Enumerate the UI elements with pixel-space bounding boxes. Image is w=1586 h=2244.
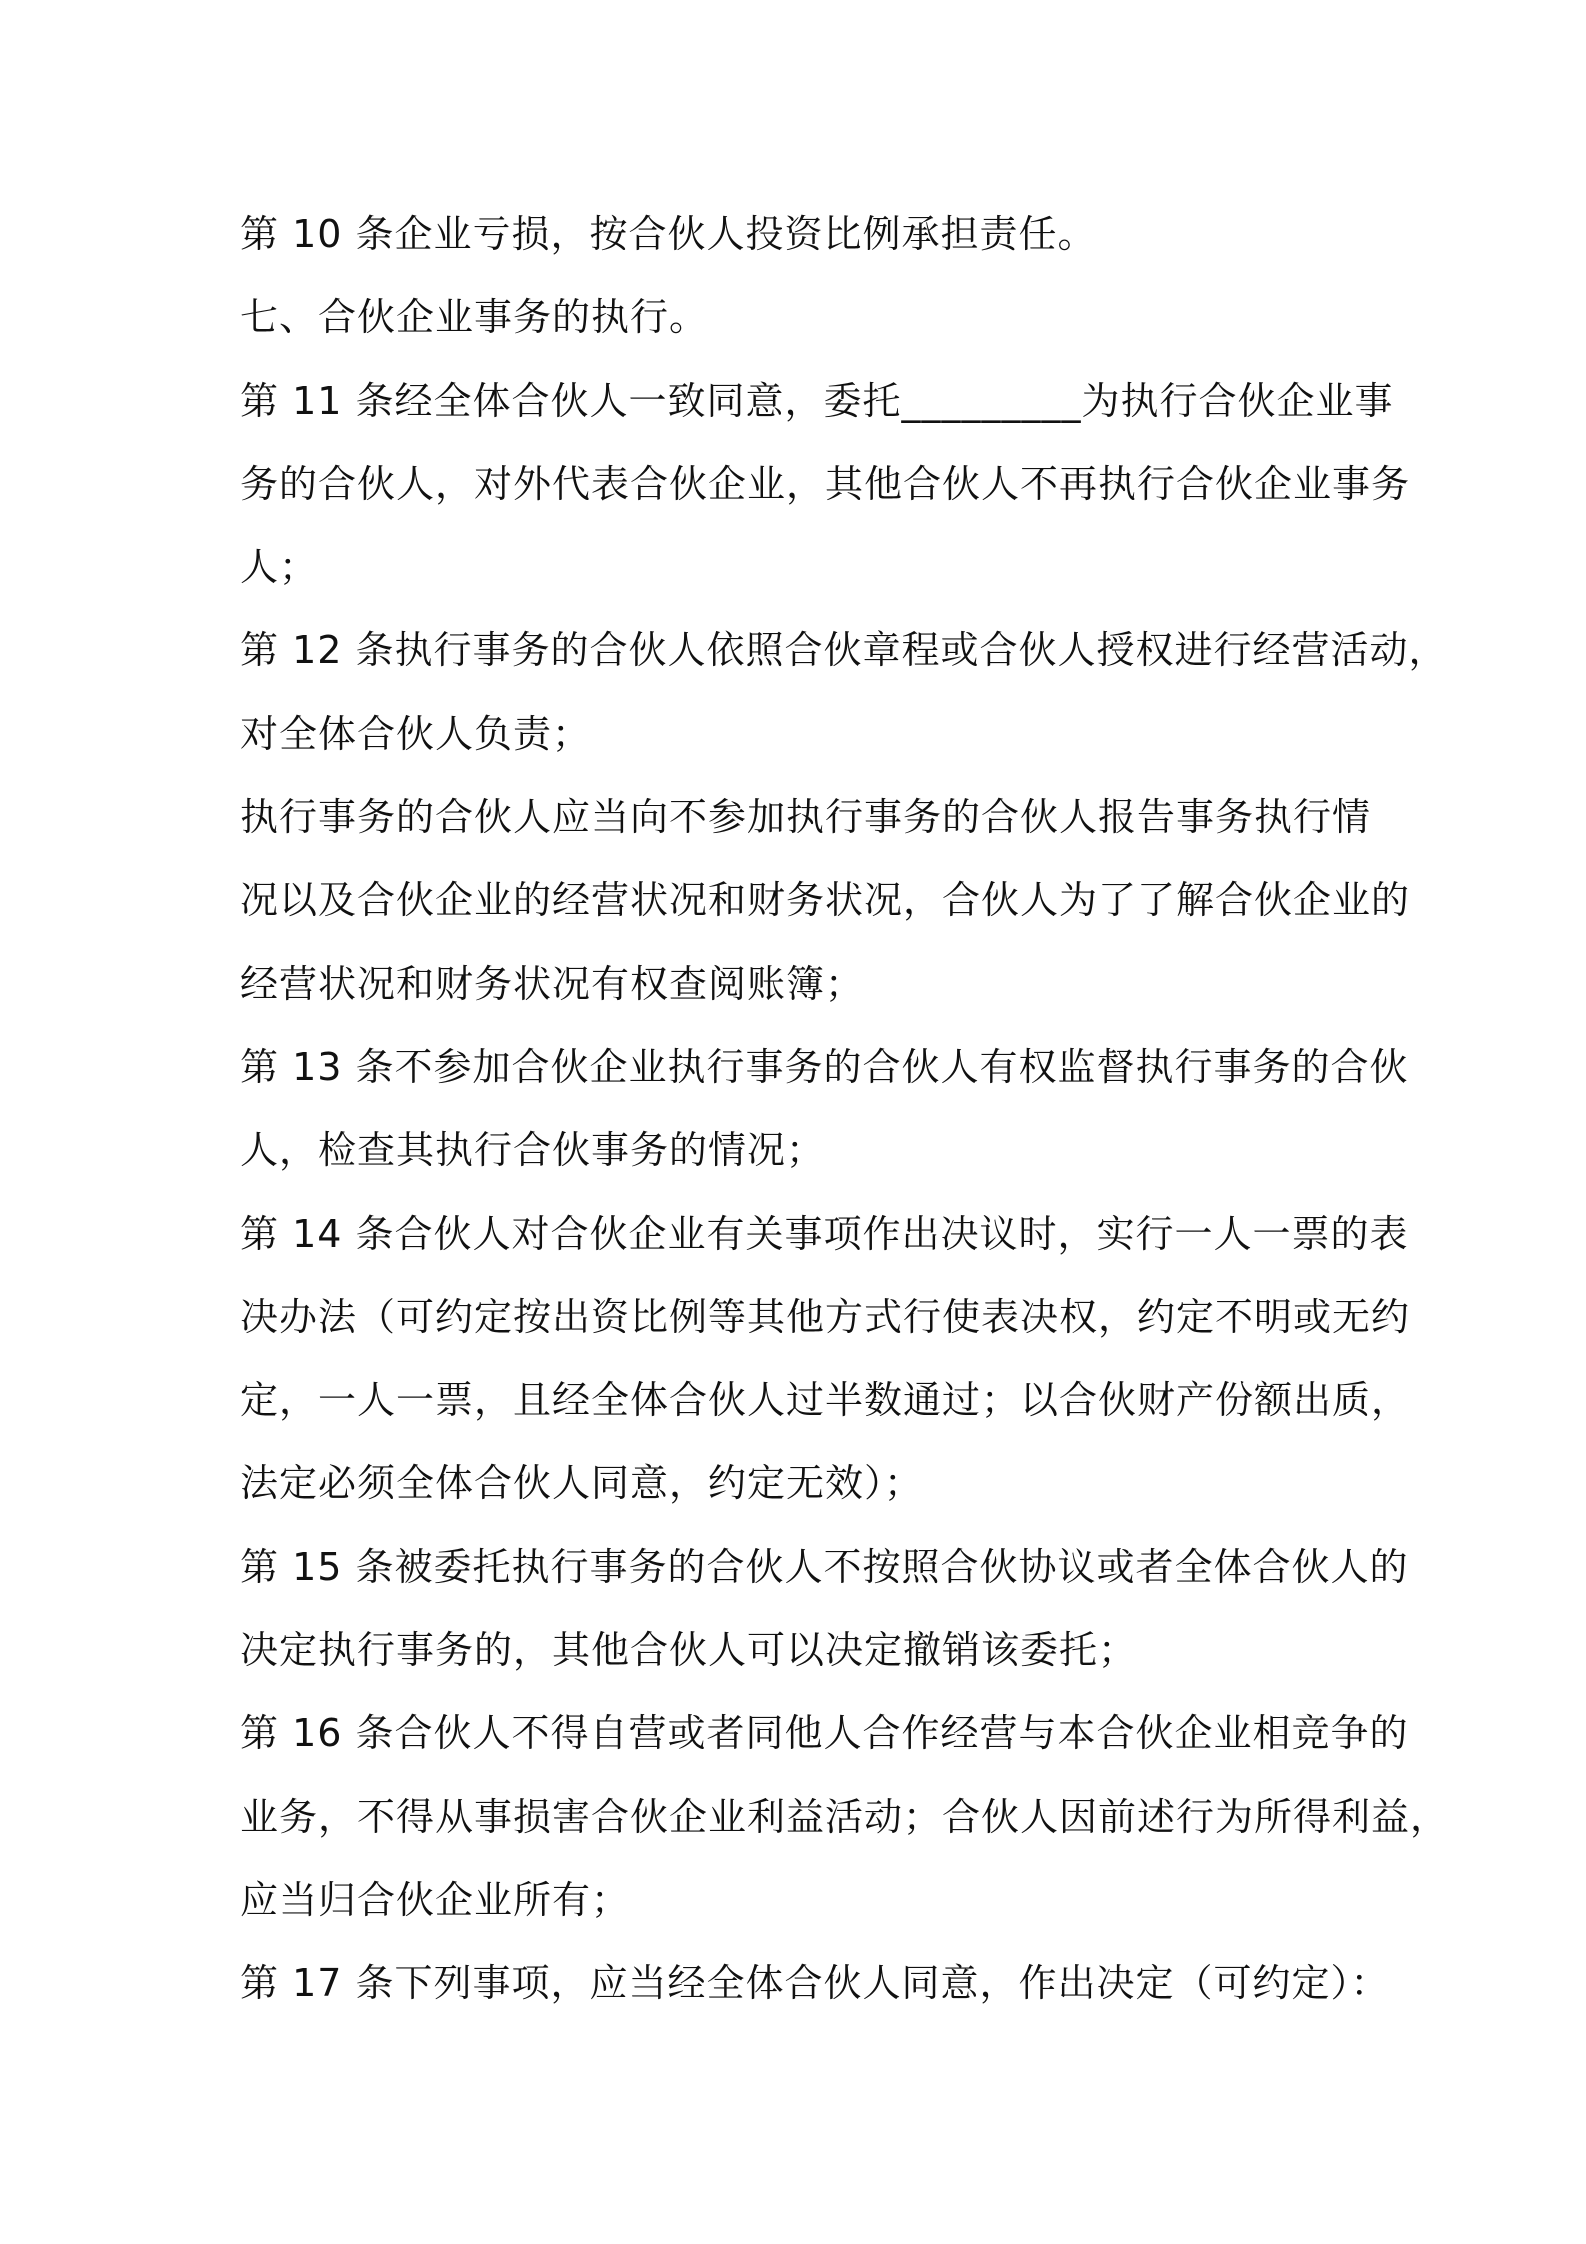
text-line: 定，一人一票，且经全体合伙人过半数通过；以合伙财产份额出质， [240, 1378, 1411, 1423]
text-line: 第 15 条被委托执行事务的合伙人不按照合伙协议或者全体合伙人的 [240, 1544, 1409, 1589]
text-line: 应当归合伙企业所有； [240, 1877, 631, 1922]
text-line: 执行事务的合伙人应当向不参加执行事务的合伙人报告事务执行情 [240, 795, 1372, 840]
text-line: 决办法（可约定按出资比例等其他方式行使表决权，约定不明或无约 [240, 1294, 1411, 1339]
text-line: 人，检查其执行合伙事务的情况； [240, 1128, 826, 1173]
text-line: 人； [240, 545, 319, 590]
text-line: 第 13 条不参加合伙企业执行事务的合伙人有权监督执行事务的合伙 [240, 1044, 1409, 1089]
text-line: 法定必须全体合伙人同意，约定无效）； [240, 1461, 924, 1506]
text-line: 经营状况和财务状况有权查阅账簿； [240, 961, 865, 1006]
document-body [240, 193, 1450, 2026]
section-heading: 七、合伙企业事务的执行。 [240, 295, 709, 340]
text-line: 第 14 条合伙人对合伙企业有关事项作出决议时，实行一人一票的表 [240, 1211, 1409, 1256]
text-line: 第 16 条合伙人不得自营或者同他人合作经营与本合伙企业相竞争的 [240, 1711, 1409, 1756]
text-line: 第 17 条下列事项，应当经全体合伙人同意，作出决定（可约定）： [240, 1961, 1390, 2006]
text-line: 第 12 条执行事务的合伙人依照合伙章程或合伙人授权进行经营活动， [240, 628, 1448, 673]
text-line: 况以及合伙企业的经营状况和财务状况，合伙人为了了解合伙企业的 [240, 878, 1411, 923]
text-line: 第 10 条企业亏损，按合伙人投资比例承担责任。 [240, 212, 1097, 256]
text-line: 决定执行事务的，其他合伙人可以决定撤销该委托； [240, 1628, 1138, 1673]
text-line: 第 11 条经全体合伙人一致同意，委托_________为执行合伙企业事 [240, 378, 1394, 423]
text-line: 对全体合伙人负责； [240, 711, 592, 756]
text-line: 务的合伙人，对外代表合伙企业，其他合伙人不再执行合伙企业事务 [240, 461, 1411, 506]
text-line: 业务，不得从事损害合伙企业利益活动；合伙人因前述行为所得利益， [240, 1794, 1450, 1839]
